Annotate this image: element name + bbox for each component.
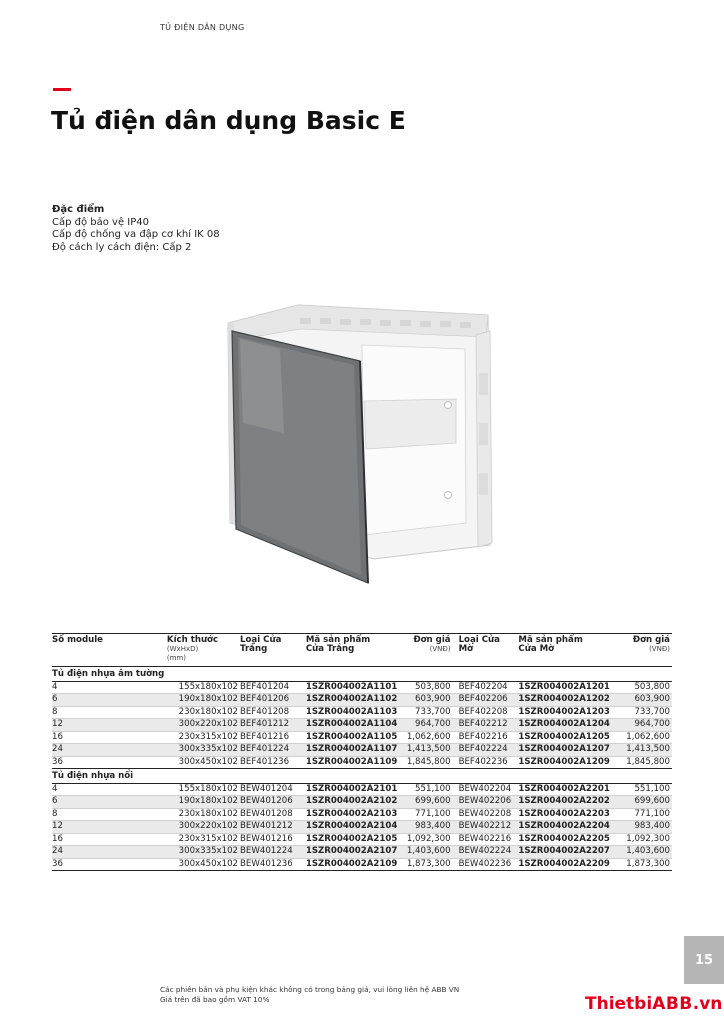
features-title: Đặc điểm — [52, 204, 105, 215]
table-cell: BEF402204 — [453, 681, 519, 694]
table-cell: 1SZR004002A1104 — [306, 719, 404, 732]
table-cell: 6 — [52, 694, 167, 707]
section-label: TỦ ĐIỆN DÂN DỤNG — [160, 23, 245, 32]
table-cell: 603,900 — [621, 694, 672, 707]
table-cell: 230x315x102 — [167, 833, 240, 846]
table-cell: 230x180x102 — [167, 706, 240, 719]
table-cell: 1,403,600 — [403, 846, 452, 859]
table-row — [52, 808, 672, 821]
table-row — [52, 833, 672, 846]
footer-note — [160, 985, 459, 1004]
table-cell: BEW401224 — [240, 846, 306, 859]
table-cell: BEW401216 — [240, 833, 306, 846]
table-cell: 1SZR004002A1202 — [518, 694, 620, 707]
table-cell: 230x180x102 — [167, 808, 240, 821]
table-cell: 733,700 — [403, 706, 452, 719]
col-header-white-door: Loại Cửa Trắng — [240, 634, 306, 667]
table-cell: 24 — [52, 744, 167, 757]
table-cell: 1SZR004002A1203 — [518, 706, 620, 719]
table-cell: 1SZR004002A1204 — [518, 719, 620, 732]
table-cell: BEW402236 — [453, 858, 519, 871]
table-cell: 36 — [52, 756, 167, 769]
table-cell: 12 — [52, 821, 167, 834]
table-cell: 1SZR004002A2209 — [518, 858, 620, 871]
footer-line: Các phiên bản và phụ kiện khác không có trong bảng giá, vui lòng liên hệ ABB VN — [160, 985, 460, 994]
table-cell: 1SZR004002A1101 — [306, 681, 404, 694]
price-table — [52, 633, 672, 871]
col-header-price-white: Đơn giá (VNĐ) — [403, 634, 452, 667]
table-cell: 1SZR004002A1209 — [518, 756, 620, 769]
table-row — [52, 694, 672, 707]
table-cell: 1SZR004002A2201 — [518, 783, 620, 796]
table-cell: 1SZR004002A1107 — [306, 744, 404, 757]
table-cell: 1,873,300 — [621, 858, 672, 871]
brand-abb: ABB — [652, 994, 693, 1014]
table-row — [52, 756, 672, 769]
table-cell: 190x180x102 — [167, 796, 240, 809]
table-cell: 300x450x102 — [167, 756, 240, 769]
table-cell: BEF402212 — [453, 719, 519, 732]
table-header-row — [52, 634, 672, 667]
table-cell: 699,600 — [403, 796, 452, 809]
table-cell: 1SZR004002A2207 — [518, 846, 620, 859]
features-block — [52, 204, 220, 254]
group-title: Tủ điện nhựa âm tường — [52, 667, 672, 682]
table-group-row — [52, 667, 672, 682]
table-cell: 8 — [52, 706, 167, 719]
brand-logo — [585, 994, 722, 1014]
brand-suffix: .vn — [692, 994, 723, 1014]
table-row — [52, 846, 672, 859]
table-cell: 503,800 — [403, 681, 452, 694]
table-cell: 733,700 — [621, 706, 672, 719]
table-group-row — [52, 769, 672, 784]
table-cell: BEW401212 — [240, 821, 306, 834]
table-cell: 1SZR004002A2102 — [306, 796, 404, 809]
table-cell: 6 — [52, 796, 167, 809]
table-cell: 964,700 — [621, 719, 672, 732]
table-cell: 1SZR004002A2107 — [306, 846, 404, 859]
table-cell: 964,700 — [403, 719, 452, 732]
col-header-module: Số module — [52, 634, 167, 667]
table-cell: 1,413,500 — [403, 744, 452, 757]
table-cell: BEF402236 — [453, 756, 519, 769]
table-cell: BEF402224 — [453, 744, 519, 757]
table-cell: 503,800 — [621, 681, 672, 694]
table-cell: 771,100 — [403, 808, 452, 821]
table-cell: 4 — [52, 783, 167, 796]
table-cell: 155x180x102 — [167, 681, 240, 694]
table-cell: 1,403,600 — [621, 846, 672, 859]
table-cell: BEW402204 — [453, 783, 519, 796]
table-cell: 1SZR004002A2204 — [518, 821, 620, 834]
group-title: Tủ điện nhựa nổi — [52, 769, 672, 784]
table-row — [52, 744, 672, 757]
col-header-smoked-door: Loại Cửa Mờ — [453, 634, 519, 667]
table-cell: BEF401212 — [240, 719, 306, 732]
table-cell: BEF401208 — [240, 706, 306, 719]
table-cell: BEW402206 — [453, 796, 519, 809]
table-row — [52, 821, 672, 834]
table-cell: 1,062,600 — [621, 731, 672, 744]
table-row — [52, 706, 672, 719]
table-cell: 300x335x102 — [167, 744, 240, 757]
footer-line: Giá trên đã bao gồm VAT 10% — [160, 994, 270, 1004]
table-cell: BEF401236 — [240, 756, 306, 769]
table-cell: 771,100 — [621, 808, 672, 821]
table-cell: 1,092,300 — [403, 833, 452, 846]
table-cell: 1SZR004002A1102 — [306, 694, 404, 707]
table-cell: 699,600 — [621, 796, 672, 809]
table-cell: BEF402216 — [453, 731, 519, 744]
col-header-size: Kích thước (WxHxD) (mm) — [167, 634, 240, 667]
table-cell: 300x335x102 — [167, 846, 240, 859]
table-cell: BEF402208 — [453, 706, 519, 719]
table-cell: BEF401224 — [240, 744, 306, 757]
accent-bar — [53, 88, 71, 91]
table-cell: 983,400 — [621, 821, 672, 834]
table-cell: 16 — [52, 731, 167, 744]
table-cell: 1,845,800 — [621, 756, 672, 769]
table-cell: 4 — [52, 681, 167, 694]
table-cell: 1SZR004002A2105 — [306, 833, 404, 846]
table-row — [52, 681, 672, 694]
table-row — [52, 783, 672, 796]
feature-item: Độ cách ly cách điện: Cấp 2 — [52, 241, 192, 253]
table-cell: 1,092,300 — [621, 833, 672, 846]
table-cell: BEF401204 — [240, 681, 306, 694]
table-cell: BEW401206 — [240, 796, 306, 809]
table-row — [52, 796, 672, 809]
table-cell: 12 — [52, 719, 167, 732]
table-cell: 1SZR004002A2104 — [306, 821, 404, 834]
table-cell: 1SZR004002A2203 — [518, 808, 620, 821]
table-cell: 1,873,300 — [403, 858, 452, 871]
table-cell: BEF401206 — [240, 694, 306, 707]
table-cell: 24 — [52, 846, 167, 859]
table-cell: 1SZR004002A1103 — [306, 706, 404, 719]
table-cell: 1SZR004002A1109 — [306, 756, 404, 769]
table-cell: 1,413,500 — [621, 744, 672, 757]
table-cell: 1SZR004002A1105 — [306, 731, 404, 744]
table-cell: 603,900 — [403, 694, 452, 707]
table-cell: BEW401204 — [240, 783, 306, 796]
table-cell: 300x220x102 — [167, 821, 240, 834]
table-cell: BEW402224 — [453, 846, 519, 859]
table-cell: 190x180x102 — [167, 694, 240, 707]
product-image — [220, 283, 520, 593]
table-cell: BEF402206 — [453, 694, 519, 707]
col-header-price-smoked: Đơn giá (VNĐ) — [621, 634, 672, 667]
table-cell: 16 — [52, 833, 167, 846]
table-cell: 36 — [52, 858, 167, 871]
table-cell: 155x180x102 — [167, 783, 240, 796]
table-cell: 1SZR004002A2202 — [518, 796, 620, 809]
table-cell: 1,845,800 — [403, 756, 452, 769]
table-cell: 1SZR004002A1205 — [518, 731, 620, 744]
table-cell: 1,062,600 — [403, 731, 452, 744]
table-cell: 1SZR004002A2101 — [306, 783, 404, 796]
table-cell: BEW402212 — [453, 821, 519, 834]
page-title: Tủ điện dân dụng Basic E — [51, 106, 406, 135]
table-cell: BEW402208 — [453, 808, 519, 821]
table-cell: 300x220x102 — [167, 719, 240, 732]
feature-item: Cấp độ bảo vệ IP40 — [52, 216, 150, 228]
table-row — [52, 731, 672, 744]
brand-prefix: Thietbi — [585, 994, 653, 1014]
table-cell: BEW401236 — [240, 858, 306, 871]
page-number: 15 — [684, 936, 724, 984]
table-cell: 983,400 — [403, 821, 452, 834]
table-cell: 8 — [52, 808, 167, 821]
table-cell: 1SZR004002A2205 — [518, 833, 620, 846]
table-row — [52, 719, 672, 732]
table-cell: BEF401216 — [240, 731, 306, 744]
table-cell: BEW402216 — [453, 833, 519, 846]
table-cell: 1SZR004002A1201 — [518, 681, 620, 694]
col-header-code-smoked: Mã sản phẩm Cửa Mờ — [518, 634, 620, 667]
table-row — [52, 858, 672, 871]
table-cell: 551,100 — [403, 783, 452, 796]
table-cell: 230x315x102 — [167, 731, 240, 744]
table-cell: 1SZR004002A1207 — [518, 744, 620, 757]
col-header-code-white: Mã sản phẩm Cửa Trắng — [306, 634, 404, 667]
table-cell: 1SZR004002A2109 — [306, 858, 404, 871]
table-cell: 1SZR004002A2103 — [306, 808, 404, 821]
table-cell: 551,100 — [621, 783, 672, 796]
table-cell: BEW401208 — [240, 808, 306, 821]
table-body — [52, 667, 672, 871]
feature-item: Cấp độ chống va đập cơ khí IK 08 — [52, 229, 220, 240]
table-cell: 300x450x102 — [167, 858, 240, 871]
